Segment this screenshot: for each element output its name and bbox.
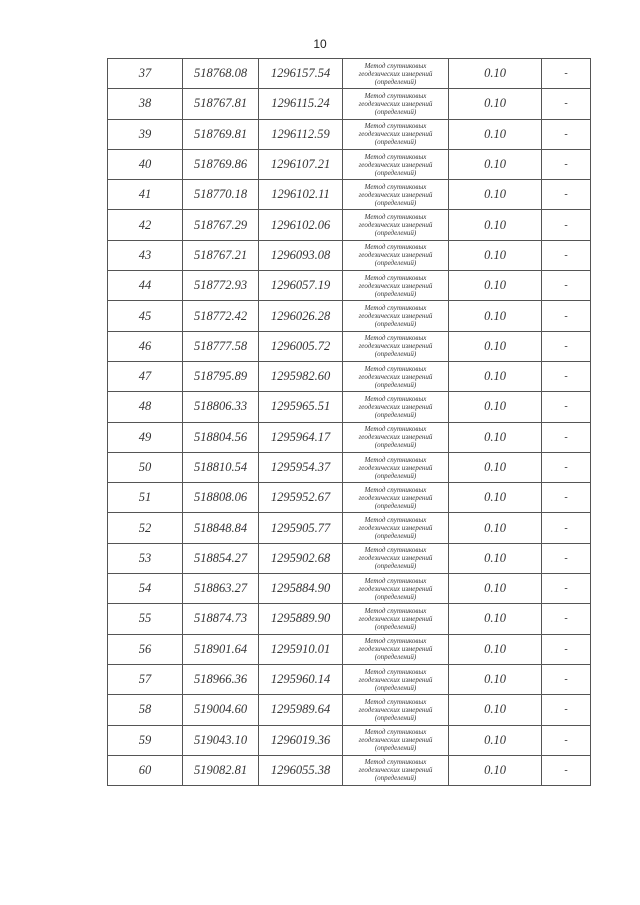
method-line-2: геодезических измерений bbox=[358, 221, 433, 230]
method-cell bbox=[343, 301, 449, 331]
table-row bbox=[108, 119, 591, 149]
point-number-cell: 59 bbox=[108, 725, 183, 755]
method-line-1: Метод спутниковых bbox=[364, 576, 427, 585]
table-row bbox=[108, 664, 591, 694]
method-line-1: Метод спутниковых bbox=[364, 61, 427, 70]
method-line-2: геодезических измерений bbox=[358, 99, 433, 108]
method-line-1: Метод спутниковых bbox=[364, 122, 427, 131]
y-coordinate-cell: 1295982.60 bbox=[259, 361, 343, 391]
table-row bbox=[108, 604, 591, 634]
point-number-cell: 46 bbox=[108, 331, 183, 361]
method-line-3: (определений) bbox=[374, 198, 417, 207]
y-coordinate-cell: 1295964.17 bbox=[259, 422, 343, 452]
dash-cell: - bbox=[542, 574, 591, 604]
method-line-2: геодезических измерений bbox=[358, 584, 433, 593]
method-line-3: (определений) bbox=[374, 410, 417, 419]
y-coordinate-cell: 1295884.90 bbox=[259, 574, 343, 604]
method-line-1: Метод спутниковых bbox=[364, 334, 427, 343]
method-line-1: Метод спутниковых bbox=[364, 213, 427, 222]
x-coordinate-cell: 518806.33 bbox=[183, 392, 259, 422]
accuracy-cell: 0.10 bbox=[449, 483, 542, 513]
x-coordinate-cell: 518848.84 bbox=[183, 513, 259, 543]
method-cell bbox=[343, 240, 449, 270]
table-row bbox=[108, 240, 591, 270]
accuracy-cell: 0.10 bbox=[449, 392, 542, 422]
method-line-2: геодезических измерений bbox=[358, 130, 433, 139]
method-line-3: (определений) bbox=[374, 350, 417, 359]
dash-cell: - bbox=[542, 543, 591, 573]
method-cell bbox=[343, 543, 449, 573]
table-row bbox=[108, 89, 591, 119]
method-line-2: геодезических измерений bbox=[358, 766, 433, 775]
point-number-cell: 38 bbox=[108, 89, 183, 119]
point-number-cell: 41 bbox=[108, 180, 183, 210]
method-line-1: Метод спутниковых bbox=[364, 606, 427, 615]
method-line-3: (определений) bbox=[374, 592, 417, 601]
table-row bbox=[108, 210, 591, 240]
method-cell bbox=[343, 331, 449, 361]
method-line-3: (определений) bbox=[374, 713, 417, 722]
point-number-cell: 43 bbox=[108, 240, 183, 270]
table-row bbox=[108, 695, 591, 725]
table-row bbox=[108, 149, 591, 179]
method-line-2: геодезических измерений bbox=[358, 281, 433, 290]
point-number-cell: 58 bbox=[108, 695, 183, 725]
method-line-1: Метод спутниковых bbox=[364, 667, 427, 676]
y-coordinate-cell: 1295902.68 bbox=[259, 543, 343, 573]
method-line-3: (определений) bbox=[374, 744, 417, 753]
y-coordinate-cell: 1296115.24 bbox=[259, 89, 343, 119]
method-line-2: геодезических измерений bbox=[358, 524, 433, 533]
method-cell bbox=[343, 149, 449, 179]
y-coordinate-cell: 1296093.08 bbox=[259, 240, 343, 270]
dash-cell: - bbox=[542, 725, 591, 755]
method-line-3: (определений) bbox=[374, 532, 417, 541]
y-coordinate-cell: 1296102.11 bbox=[259, 180, 343, 210]
y-coordinate-cell: 1296107.21 bbox=[259, 149, 343, 179]
accuracy-cell: 0.10 bbox=[449, 695, 542, 725]
x-coordinate-cell: 518966.36 bbox=[183, 664, 259, 694]
table-row bbox=[108, 725, 591, 755]
method-line-1: Метод спутниковых bbox=[364, 394, 427, 403]
method-line-2: геодезических измерений bbox=[358, 433, 433, 442]
method-line-3: (определений) bbox=[374, 107, 417, 116]
method-line-2: геодезических измерений bbox=[358, 402, 433, 411]
point-number-cell: 44 bbox=[108, 271, 183, 301]
y-coordinate-cell: 1296005.72 bbox=[259, 331, 343, 361]
point-number-cell: 37 bbox=[108, 59, 183, 89]
method-cell bbox=[343, 271, 449, 301]
table-row bbox=[108, 543, 591, 573]
dash-cell: - bbox=[542, 422, 591, 452]
dash-cell: - bbox=[542, 89, 591, 119]
method-line-2: геодезических измерений bbox=[358, 463, 433, 472]
method-line-1: Метод спутниковых bbox=[364, 516, 427, 525]
point-number-cell: 48 bbox=[108, 392, 183, 422]
point-number-cell: 57 bbox=[108, 664, 183, 694]
dash-cell: - bbox=[542, 604, 591, 634]
dash-cell: - bbox=[542, 149, 591, 179]
table-row bbox=[108, 59, 591, 89]
method-line-1: Метод спутниковых bbox=[364, 182, 427, 191]
method-line-2: геодезических измерений bbox=[358, 69, 433, 78]
dash-cell: - bbox=[542, 664, 591, 694]
accuracy-cell: 0.10 bbox=[449, 755, 542, 785]
table-row bbox=[108, 392, 591, 422]
method-line-3: (определений) bbox=[374, 562, 417, 571]
table-row bbox=[108, 301, 591, 331]
method-line-2: геодезических измерений bbox=[358, 342, 433, 351]
method-cell bbox=[343, 695, 449, 725]
dash-cell: - bbox=[542, 513, 591, 543]
x-coordinate-cell: 518769.81 bbox=[183, 119, 259, 149]
y-coordinate-cell: 1295960.14 bbox=[259, 664, 343, 694]
dash-cell: - bbox=[542, 392, 591, 422]
x-coordinate-cell: 518767.29 bbox=[183, 210, 259, 240]
table-row bbox=[108, 483, 591, 513]
method-line-2: геодезических измерений bbox=[358, 160, 433, 169]
point-number-cell: 60 bbox=[108, 755, 183, 785]
dash-cell: - bbox=[542, 755, 591, 785]
point-number-cell: 51 bbox=[108, 483, 183, 513]
y-coordinate-cell: 1296102.06 bbox=[259, 210, 343, 240]
point-number-cell: 49 bbox=[108, 422, 183, 452]
table-row bbox=[108, 180, 591, 210]
table-row bbox=[108, 513, 591, 543]
method-line-1: Метод спутниковых bbox=[364, 485, 427, 494]
method-line-3: (определений) bbox=[374, 380, 417, 389]
method-cell bbox=[343, 513, 449, 543]
method-line-2: геодезических измерений bbox=[358, 372, 433, 381]
method-line-3: (определений) bbox=[374, 168, 417, 177]
accuracy-cell: 0.10 bbox=[449, 240, 542, 270]
accuracy-cell: 0.10 bbox=[449, 574, 542, 604]
method-line-3: (определений) bbox=[374, 77, 417, 86]
page-number: 10 bbox=[313, 37, 327, 51]
x-coordinate-cell: 518770.18 bbox=[183, 180, 259, 210]
table-row bbox=[108, 574, 591, 604]
dash-cell: - bbox=[542, 59, 591, 89]
y-coordinate-cell: 1295989.64 bbox=[259, 695, 343, 725]
accuracy-cell: 0.10 bbox=[449, 725, 542, 755]
method-cell bbox=[343, 634, 449, 664]
y-coordinate-cell: 1296157.54 bbox=[259, 59, 343, 89]
method-line-3: (определений) bbox=[374, 320, 417, 329]
y-coordinate-cell: 1296112.59 bbox=[259, 119, 343, 149]
accuracy-cell: 0.10 bbox=[449, 513, 542, 543]
accuracy-cell: 0.10 bbox=[449, 59, 542, 89]
method-line-1: Метод спутниковых bbox=[364, 425, 427, 434]
table-row bbox=[108, 361, 591, 391]
coordinates-table bbox=[107, 58, 591, 786]
method-line-2: геодезических измерений bbox=[358, 493, 433, 502]
method-line-1: Метод спутниковых bbox=[364, 243, 427, 252]
method-line-3: (определений) bbox=[374, 289, 417, 298]
method-line-3: (определений) bbox=[374, 138, 417, 147]
method-cell bbox=[343, 392, 449, 422]
table-row bbox=[108, 271, 591, 301]
method-line-2: геодезических измерений bbox=[358, 190, 433, 199]
method-line-1: Метод спутниковых bbox=[364, 697, 427, 706]
y-coordinate-cell: 1296057.19 bbox=[259, 271, 343, 301]
y-coordinate-cell: 1295889.90 bbox=[259, 604, 343, 634]
accuracy-cell: 0.10 bbox=[449, 452, 542, 482]
method-line-2: геодезических измерений bbox=[358, 736, 433, 745]
accuracy-cell: 0.10 bbox=[449, 301, 542, 331]
x-coordinate-cell: 518804.56 bbox=[183, 422, 259, 452]
accuracy-cell: 0.10 bbox=[449, 604, 542, 634]
accuracy-cell: 0.10 bbox=[449, 422, 542, 452]
y-coordinate-cell: 1296019.36 bbox=[259, 725, 343, 755]
accuracy-cell: 0.10 bbox=[449, 634, 542, 664]
method-line-3: (определений) bbox=[374, 471, 417, 480]
point-number-cell: 39 bbox=[108, 119, 183, 149]
point-number-cell: 50 bbox=[108, 452, 183, 482]
dash-cell: - bbox=[542, 180, 591, 210]
accuracy-cell: 0.10 bbox=[449, 331, 542, 361]
method-line-3: (определений) bbox=[374, 774, 417, 783]
x-coordinate-cell: 519043.10 bbox=[183, 725, 259, 755]
method-line-3: (определений) bbox=[374, 259, 417, 268]
method-line-1: Метод спутниковых bbox=[364, 758, 427, 767]
coordinates-table-body bbox=[108, 59, 591, 786]
method-line-2: геодезических измерений bbox=[358, 705, 433, 714]
x-coordinate-cell: 519082.81 bbox=[183, 755, 259, 785]
accuracy-cell: 0.10 bbox=[449, 664, 542, 694]
x-coordinate-cell: 518769.86 bbox=[183, 149, 259, 179]
method-line-1: Метод спутниковых bbox=[364, 728, 427, 737]
method-cell bbox=[343, 452, 449, 482]
dash-cell: - bbox=[542, 452, 591, 482]
dash-cell: - bbox=[542, 634, 591, 664]
method-cell bbox=[343, 180, 449, 210]
accuracy-cell: 0.10 bbox=[449, 271, 542, 301]
table-row bbox=[108, 452, 591, 482]
dash-cell: - bbox=[542, 301, 591, 331]
point-number-cell: 56 bbox=[108, 634, 183, 664]
dash-cell: - bbox=[542, 210, 591, 240]
method-line-1: Метод спутниковых bbox=[364, 546, 427, 555]
method-line-1: Метод спутниковых bbox=[364, 273, 427, 282]
dash-cell: - bbox=[542, 240, 591, 270]
x-coordinate-cell: 518874.73 bbox=[183, 604, 259, 634]
method-cell bbox=[343, 664, 449, 694]
x-coordinate-cell: 518772.42 bbox=[183, 301, 259, 331]
x-coordinate-cell: 518854.27 bbox=[183, 543, 259, 573]
method-cell bbox=[343, 422, 449, 452]
method-line-2: геодезических измерений bbox=[358, 251, 433, 260]
point-number-cell: 40 bbox=[108, 149, 183, 179]
y-coordinate-cell: 1295954.37 bbox=[259, 452, 343, 482]
point-number-cell: 54 bbox=[108, 574, 183, 604]
method-cell bbox=[343, 59, 449, 89]
method-line-1: Метод спутниковых bbox=[364, 364, 427, 373]
method-line-3: (определений) bbox=[374, 653, 417, 662]
method-line-2: геодезических измерений bbox=[358, 554, 433, 563]
method-cell bbox=[343, 119, 449, 149]
method-line-1: Метод спутниковых bbox=[364, 91, 427, 100]
method-line-1: Метод спутниковых bbox=[364, 455, 427, 464]
dash-cell: - bbox=[542, 361, 591, 391]
dash-cell: - bbox=[542, 271, 591, 301]
x-coordinate-cell: 518768.08 bbox=[183, 59, 259, 89]
x-coordinate-cell: 518772.93 bbox=[183, 271, 259, 301]
x-coordinate-cell: 518767.21 bbox=[183, 240, 259, 270]
accuracy-cell: 0.10 bbox=[449, 119, 542, 149]
y-coordinate-cell: 1296055.38 bbox=[259, 755, 343, 785]
method-cell bbox=[343, 89, 449, 119]
y-coordinate-cell: 1296026.28 bbox=[259, 301, 343, 331]
method-cell bbox=[343, 361, 449, 391]
method-line-1: Метод спутниковых bbox=[364, 304, 427, 313]
dash-cell: - bbox=[542, 695, 591, 725]
accuracy-cell: 0.10 bbox=[449, 543, 542, 573]
point-number-cell: 47 bbox=[108, 361, 183, 391]
method-line-3: (определений) bbox=[374, 229, 417, 238]
method-line-3: (определений) bbox=[374, 501, 417, 510]
y-coordinate-cell: 1295905.77 bbox=[259, 513, 343, 543]
x-coordinate-cell: 518810.54 bbox=[183, 452, 259, 482]
point-number-cell: 55 bbox=[108, 604, 183, 634]
method-cell bbox=[343, 483, 449, 513]
table-row bbox=[108, 634, 591, 664]
x-coordinate-cell: 518863.27 bbox=[183, 574, 259, 604]
x-coordinate-cell: 519004.60 bbox=[183, 695, 259, 725]
point-number-cell: 45 bbox=[108, 301, 183, 331]
method-cell bbox=[343, 755, 449, 785]
accuracy-cell: 0.10 bbox=[449, 149, 542, 179]
method-line-2: геодезических измерений bbox=[358, 614, 433, 623]
dash-cell: - bbox=[542, 331, 591, 361]
method-line-2: геодезических измерений bbox=[358, 645, 433, 654]
method-cell bbox=[343, 604, 449, 634]
x-coordinate-cell: 518777.58 bbox=[183, 331, 259, 361]
table-row bbox=[108, 422, 591, 452]
point-number-cell: 52 bbox=[108, 513, 183, 543]
table-row bbox=[108, 331, 591, 361]
x-coordinate-cell: 518795.89 bbox=[183, 361, 259, 391]
table-row bbox=[108, 755, 591, 785]
accuracy-cell: 0.10 bbox=[449, 89, 542, 119]
x-coordinate-cell: 518808.06 bbox=[183, 483, 259, 513]
x-coordinate-cell: 518901.64 bbox=[183, 634, 259, 664]
method-cell bbox=[343, 574, 449, 604]
accuracy-cell: 0.10 bbox=[449, 210, 542, 240]
accuracy-cell: 0.10 bbox=[449, 180, 542, 210]
y-coordinate-cell: 1295910.01 bbox=[259, 634, 343, 664]
method-cell bbox=[343, 210, 449, 240]
method-line-2: геодезических измерений bbox=[358, 312, 433, 321]
method-line-1: Метод спутниковых bbox=[364, 152, 427, 161]
method-line-3: (определений) bbox=[374, 622, 417, 631]
y-coordinate-cell: 1295952.67 bbox=[259, 483, 343, 513]
method-line-3: (определений) bbox=[374, 441, 417, 450]
accuracy-cell: 0.10 bbox=[449, 361, 542, 391]
x-coordinate-cell: 518767.81 bbox=[183, 89, 259, 119]
method-line-3: (определений) bbox=[374, 683, 417, 692]
point-number-cell: 42 bbox=[108, 210, 183, 240]
dash-cell: - bbox=[542, 119, 591, 149]
point-number-cell: 53 bbox=[108, 543, 183, 573]
dash-cell: - bbox=[542, 483, 591, 513]
method-line-2: геодезических измерений bbox=[358, 675, 433, 684]
method-cell bbox=[343, 725, 449, 755]
method-line-1: Метод спутниковых bbox=[364, 637, 427, 646]
y-coordinate-cell: 1295965.51 bbox=[259, 392, 343, 422]
